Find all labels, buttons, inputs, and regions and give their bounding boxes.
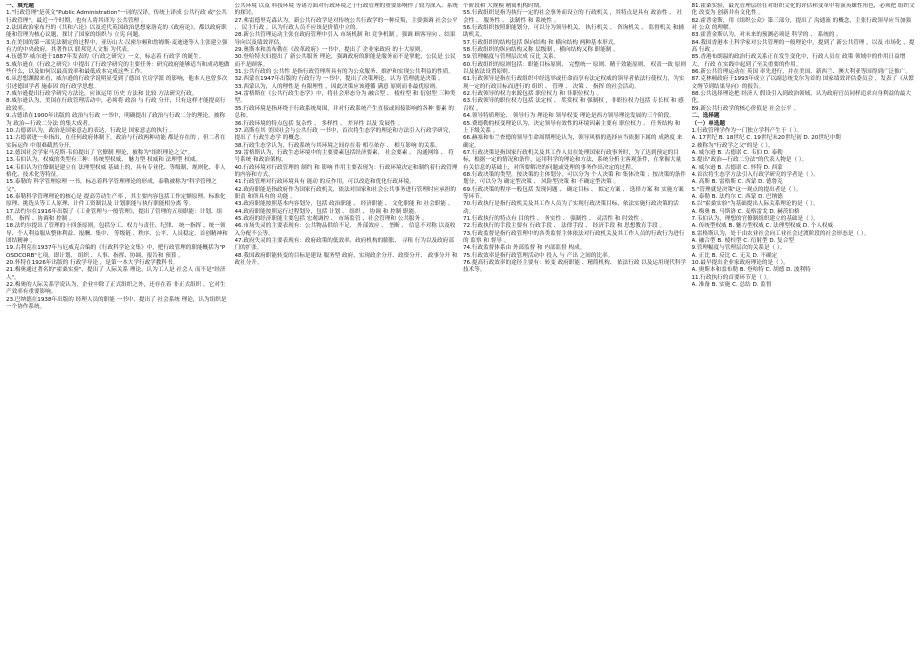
text-line: 39.雷格斯认为，行政生态环境中的主要要素包括经济要素、 社会要素 、 沟通网络 、 符号系统 和政治架构。 — [234, 149, 454, 164]
text-line: 19.古利克在1937年与厄威克合编的《行政科学论文集》中，把行政管理的职能概括为"POSDCORB"七项，即计划、 组织 、人事、指挥、协调、报告和 预算 。 — [6, 245, 226, 259]
text-line: 9.古德诺在1900年出版的 政治与行政 一书中，明确提出了政治与行政二分的理论，被称为 政治—行政二分法 的集大成者。 — [6, 113, 225, 127]
text-line: 55.行政组织是指为执行一定的社会事务而设立的 行政机关 ，其特点是具有 政治性 、 社会性 、 服务性 、 法制性 和 系统性 。 — [463, 10, 683, 24]
text-line: 56.行政组织按照职能划分，可以分为领导机关、 执行机关 、 咨询机关 、 监督机关 和辅助机关。 — [463, 25, 684, 39]
text-line: 28.新公共管理运动主张在政府管理中引入 市场机制 和 竞争机制 ，强调 顾客导向 、结果导向以及绩效评估。 — [234, 32, 456, 46]
text-line: 4.首次将生态学方法引入行政学研究的学者是（ ）。 — [691, 171, 819, 178]
text-line: 16.泰勒科学管理理论的核心是 提高劳动生产率 ，其主要内容包括工作定额原理、标准化原理、挑选头等工人原理、计件工资制以及 计划职能与执行职能相分离 等。 — [6, 193, 226, 208]
text-line: 6.以"霍桑实验"为基础提出人际关系理论的是（ ）。 — [691, 201, 819, 208]
text-line: A. 梅奥 B. 马斯洛 C. 麦格雷戈 D. 赫茨伯格 — [691, 208, 800, 215]
text-line: 69.行政决策的程序一般包括 发现问题 、 确定目标 、 拟定方案 、 选择方案 和 实施方案 等环节。 — [463, 186, 684, 200]
text-line: 83.霍普金斯认为，对未来的预测必须是 科学的 、 系统的 。 — [691, 32, 842, 39]
text-line: 38.行政生态学认为，行政系统与其环境之间存在着 相互依存 、 相互影响 的关系。 — [234, 142, 441, 149]
text-line: 81.霍桑实验，最先管理层经在对组织文化的评估和变革中将演英雄性角色，必须把 组织文化 改变为 创新并有文化性 。 — [691, 3, 915, 17]
text-line: 72.行政执行的手段主要有 行政手段 、 法律手段 、 经济手段 和 思想教育手段 。 — [463, 223, 666, 230]
text-line: 9.管理幅度与管理层次的关系是（ ）。 — [691, 245, 786, 252]
column-3 — [463, 3, 687, 647]
text-line: 85.香港布朗温的政治行政关系正在发生变化中，行政人员在 政策 领域中的作用日益增大， 行政 在实践中起到了至关重要的作用。 — [691, 54, 906, 68]
text-line: 34.雷格斯在《公共行政生态学》中，将社会形态分为 融合型 、 棱柱型 和 衍射型 三种类型。 — [234, 91, 456, 105]
text-line: A. 正比 B. 反比 C. 无关 D. 不确定 — [691, 252, 778, 259]
text-line: 公共环境 以及 科技环境 等诸方面对行政环境之于行政管理的重要影响作了较为深入、系统的探讨。 — [234, 3, 458, 17]
text-line: 57.行政组织的结构包括 纵向结构 和 横向结构 两种基本形式。 — [463, 39, 619, 46]
text-line: 1."行政管理"是英文"Public Administration"一词的汉译，传统上译成 公共行政 或"公共行政管理"，最近一个时期，也有人将其译为 公共管理 。 — [6, 10, 227, 24]
text-line: A. 奥斯本和盖布勒 B. 登哈特 C. 胡德 D. 波利特 — [691, 267, 811, 274]
text-line: 42.政府职能是指政府作为国家行政机关，依法对国家和社会公共事务进行管理时应承担的 职责 和所具有的 功能 。 — [234, 186, 456, 200]
text-line: 47.政府失灵的主要表现有：政府政策的低效率、政府机构的膨胀、 寻租 行为以及政府部门的扩张。 — [234, 238, 454, 252]
text-line: 4.伍德罗·威尔逊于1887年发表的《行政之研究》一文，标志着 行政学 的诞生。 — [6, 54, 205, 61]
text-line: 10.古德诺认为，政治是国家意志的表达，行政是 国家意志的执行 。 — [6, 127, 176, 134]
text-line: A. 传统型权威 B. 魅力型权威 C. 法理型权威 D. 个人权威 — [691, 223, 834, 230]
text-line: 29.奥斯本和盖布勒在《改革政府》一书中，提出了 企业家政府 的十大原则。 — [234, 47, 426, 54]
text-line: 8.雷格斯认为，处于由农业社会向工业社会过渡阶段的社会形态是（ ）。 — [691, 230, 870, 237]
text-line: 74.行政监督体系由 外部监督 和 内部监督 构成。 — [463, 245, 586, 252]
text-line: 11.古德诺进一步指出，在任何政府体制下，政治与行政两种功能 都是存在的 ，但二者在 实际运作 中很难截然分开。 — [6, 135, 226, 149]
text-line: 75.行政效率是指行政管理活动中 投入 与 产出 之间的比率。 — [463, 252, 614, 259]
text-line: 23.巴纳德在1938年出版的 经理人员的职能 一书中，提出了 社会系统 理论，认为组织是一个协作系统。 — [6, 296, 227, 311]
text-line: 21.梅奥通过著名的"霍桑实验"，提出了 人际关系 理论，认为工人是 社会人 而不是"经济人"。 — [6, 267, 226, 281]
text-line: 2.法国政治家布丹的《共和六论》以及近代英国政治思想家洛克的《政府论》，都以政府职能和管理为核心议题，探讨了国家的组织与 立宪 问题。 — [6, 25, 227, 39]
text-line: 62.行政领导的权力来源包括 职位权力 和 非职位权力 。 — [463, 91, 603, 98]
text-line: 60.行政组织的原则包括：职能目标原则、 完整统一 原则、精干效能原则、 权责一致 原则以及依法设置原则。 — [463, 61, 686, 76]
text-line: 43.政府职能按照基本内容划分，包括 政治职能 、 经济职能 、 文化职能 和 社会职能 。 — [234, 201, 454, 208]
text-line: 3.提出"政治—行政二分法"的代表人物是（ ）。 — [691, 157, 808, 164]
text-line: 67.行政决策是指国家行政机关及其工作人员在处理国家行政事务时，为了达到预定的目标，根据一定的情况和条件，运用科学的理论和方法，系统分析主客观条件，在掌握大量有关信息的基础上，对所要解决的问题或处理的事务作出决定的过程。 — [463, 149, 682, 171]
text-line: 31.公共行政的 公共性 是指行政管理所具有的为公众服务、维护和实现公共利益的性质。 — [234, 69, 454, 76]
text-line: 6.从思想渊源来看，威尔逊的行政学说明显受到了德国 官房学派 的影响，他本人也曾多次引述德国学者 施泰因 的行政学思想。 — [6, 76, 228, 90]
text-line: 84.我国香港本土科学家对公共管理的一般理论中，提到了 新公共管理 ，以及 市场化 ，提高 行政 。 — [691, 39, 915, 54]
text-line: 15.泰勒的 科学管理原理 一书，标志着科学管理理论的形成，泰勒被称为"科学管理之父"。 — [6, 179, 217, 193]
text-line: 82.霍普金斯，用《组织公众》第三部分，提出了 沟通流 的概念，主张行政领导应当加强对 公众 的理解。 — [691, 17, 911, 32]
text-line: 5."管理就是决策"这一观点的提出者是（ ）。 — [691, 186, 802, 193]
text-line: 64.领导特质理论、 领导行为 理论和 领导权变 理论是西方领导理论发展的三个阶段。 — [463, 113, 675, 120]
text-line: 17.法约尔在1916年出版了《工业管理与一般管理》，提出了管理的五项职能：计划、组织、 指挥 、协调和 控制 。 — [6, 208, 223, 222]
text-line: 86.新公共管理运动在 英国 率先进行，并在美国、新西兰、澳大利亚等国得到广泛推广。 — [691, 69, 911, 76]
text-line: A. 威尔逊 B. 古德诺 C. 怀特 D. 西蒙 — [691, 164, 783, 171]
text-line: 13.韦伯认为，权威的类型有三种：传统型权威、 魅力型 权威和 法理型 权威。 — [6, 157, 202, 164]
text-line: 45.政府的经济职能主要包括 宏观调控 、 市场监管 、社会管理和 公共服务 。 — [234, 215, 428, 222]
column-1 — [6, 3, 230, 647]
text-line: 66.赫塞和布兰查德的领导生命周期理论认为，领导风格的选择应当依据下属的 成熟度 来确定。 — [463, 135, 683, 149]
text-line: 44.政府职能按照运行过程划分，包括 计划 、 组织 、 协调 和 控制 职能。 — [234, 208, 420, 215]
text-line: A. 威尔逊 B. 古德诺 C. 韦伯 D. 泰勒 — [691, 149, 783, 156]
text-line: 35.行政环境是指环绕于行政系统周围，并对行政系统产生直接或间接影响的各种 要素 的总和。 — [234, 105, 454, 120]
text-line: 63.行政领导的职位权力包括 法定权 、 奖赏权 和 强制权 ，非职位权力包括 专长权 和 感召权 。 — [463, 98, 684, 112]
text-line: 59.管理幅度与管理层次成 反比 关系。 — [463, 54, 560, 61]
text-line: 46.市场失灵的主要表现有：公共物品供给不足、 外部效应 、 垄断 、 信息不对称 以及收入分配不公等。 — [234, 223, 456, 237]
text-line: 40.行政环境对行政管理的 制约 和 影响 作用主要表现为：行政环境决定和制约着行政管理的内容和方式。 — [234, 164, 458, 178]
text-line: 10.最早提出企业家政府理论的是（ ）。 — [691, 260, 789, 267]
text-line: 32.西蒙在1947年出版的 行政行为 一书中，提出了决策理论，认为 管理就是决策 。 — [234, 76, 444, 83]
text-line: 61.行政领导是指在行政组织中经选举或任命而享有法定权威的领导者依法行使权力，为实现一定的行政目标而进行的 组织 、 管理 、 决策 、 指挥 的社会活动。 — [463, 76, 685, 90]
text-line: 2.被称为"行政学之父"的是（ ）。 — [691, 142, 774, 149]
text-line: 89.新公共行政学的核心价值是 社会公平 。 — [691, 105, 800, 112]
text-line: 个阶段和 大规模 精简机构时期。 — [463, 3, 545, 9]
text-line: 18.法约尔提出了管理的十四条原则，包括分工、权力与责任、纪律、 统一指挥 、统一领导、个人利益服从整体利益、报酬、集中、 等级链 、秩序、公平、人员稳定、首创精神和 团结精神 。 — [6, 223, 228, 244]
text-line: 27.弗雷德里克森认为，新公共行政学是对传统公共行政学的一种反叛，主要强调 社会公平 、 民主行政 ，认为行政人员不应该是价值中立的。 — [234, 17, 458, 32]
text-line: 76.提高行政效率的途径主要有：转变 政府职能 、精简机构、 依法行政 以及运用现代科学技术等。 — [463, 260, 686, 274]
text-line: 68.行政决策的类型，按决策的主体划分，可以分为 个人决策 和 集体决策 ；按决策的条件划分，可以分为 确定型决策 、 风险型决策 和 不确定型决策 。 — [463, 171, 686, 186]
text-line: 65.费德勒的权变理论认为，决定领导有效性的环境因素主要有 职位权力 、 任务结构 和 上下级关系 。 — [463, 120, 681, 134]
text-line: A. 泰勒 B. 法约尔 C. 西蒙 D. 巴纳德 — [691, 193, 783, 200]
text-line: 12.德国社会学家马克斯·韦伯提出了 官僚制 理论，被称为"组织理论之父"。 — [6, 149, 194, 156]
text-line: 22.梅奥的人际关系学说认为，企业中除了正式组织之外，还存在着 非正式组织 ，它对生产效率有重要影响。 — [6, 282, 226, 296]
text-line: （一）单选题 — [691, 120, 726, 127]
text-line: 5.威尔逊在《行政之研究》中提出了行政学研究的主要任务：研究政府能够适当和成功地做些什么，以及如何以最高效率和最低成本完成这些工作。 — [6, 61, 230, 76]
text-line: 58.行政组织的纵向结构又称 层级制 ，横向结构又称 职能制 。 — [463, 47, 619, 54]
text-line: 一、填充题 — [6, 3, 34, 9]
text-line: 70.行政执行是指行政机关及其工作人员为了实现行政决策目标，依法实施行政决策的活动。 — [463, 201, 679, 215]
text-line: 73.行政监督是指行政管理中的各类监督主体依法对行政机关及其工作人员的行政行为进行的 监察 和 督导 。 — [463, 230, 685, 244]
text-line: 30.登哈特夫妇提出了 新公共服务 理论，强调政府的职能是服务而不是掌舵，公民是 公民 而不是顾客。 — [234, 54, 456, 68]
text-line: 36.行政环境的特点包括 复杂性 、 多样性 、 差异性 以及 发展性 。 — [234, 120, 404, 127]
text-line: 87.克林顿政府于1993年成立了以副总统戈尔为首的 国家绩效评估委员会 ，发表了《从繁文缛节到结果导向》的报告。 — [691, 76, 914, 90]
text-line: A. 融合型 B. 棱柱型 C. 衍射型 D. 复合型 — [691, 238, 794, 244]
text-line: A. 高斯 B. 雷格斯 C. 西蒙 D. 德鲁克 — [691, 179, 783, 186]
text-line: 7.韦伯认为，理想的官僚制组织建立的基础是（ ）。 — [691, 215, 819, 222]
text-line: 8.威尔逊认为，美国在行政管理活动中，必须将 政治 与 行政 分开，只有这样才能提高行政效率。 — [6, 98, 226, 112]
text-line: 20.怀特在1926年出版的 行政学导论 ，是第一本大学行政学教科书。 — [6, 260, 179, 267]
text-line: 48.我国政府职能转变的目标是建设 服务型 政府，实现政企分开、政资分开、 政事分开 和政社分开。 — [234, 252, 458, 267]
text-line: 37.高斯在其 美国社会与公共行政 一书中，首次将生态学的理论和方法引入行政学研究，提出了 行政生态学 的概念。 — [234, 127, 454, 142]
text-line: 71.行政执行的特点有 目的性 、 务实性 、 强制性 、 灵活性 和 时效性 。 — [463, 215, 647, 222]
text-line: 1.行政管理学作为一门独立学科产生于（ ）。 — [691, 127, 803, 134]
text-line: 二、选择题 — [691, 113, 720, 120]
text-line: A. 准备 B. 实施 C. 总结 D. 监督 — [691, 282, 772, 289]
text-line: 7.威尔逊提出行政学研究方法论，应该运用 历史 方法和 比较 方法研究行政。 — [6, 91, 198, 98]
column-2 — [235, 3, 459, 647]
text-line: A. 17世纪 B. 18世纪 C. 19世纪末20世纪初 D. 20世纪中期 — [691, 135, 841, 142]
text-line: 41.行政管理对行政环境具有 能动 的反作用，可以改造和优化行政环境。 — [234, 179, 415, 186]
text-line: 88.公共选择理论把 经济人 假设引入到政治领域，认为政府官员同样追求自身利益的最大化。 — [691, 91, 911, 105]
text-line: 14.韦伯认为官僚制是建立在 法理型权威 基础上的，具有专业化、等级制、规则化、非人格化、技术化等特征。 — [6, 164, 226, 178]
column-4 — [692, 3, 916, 647]
text-line: 11.行政执行的首要环节是（ ）。 — [691, 274, 773, 281]
text-line: 33.西蒙认为，人的理性是 有限理性 ，因此决策应该遵循 满意 原则而非最优原则。 — [234, 83, 441, 90]
text-line: 3.在美国的第一部宪法制定的过程中，亚历山大·汉密尔顿和詹姆斯·麦迪逊等人主张建立强有力的中央政府，其著作以 联邦党人文集 为代表。 — [6, 39, 228, 54]
